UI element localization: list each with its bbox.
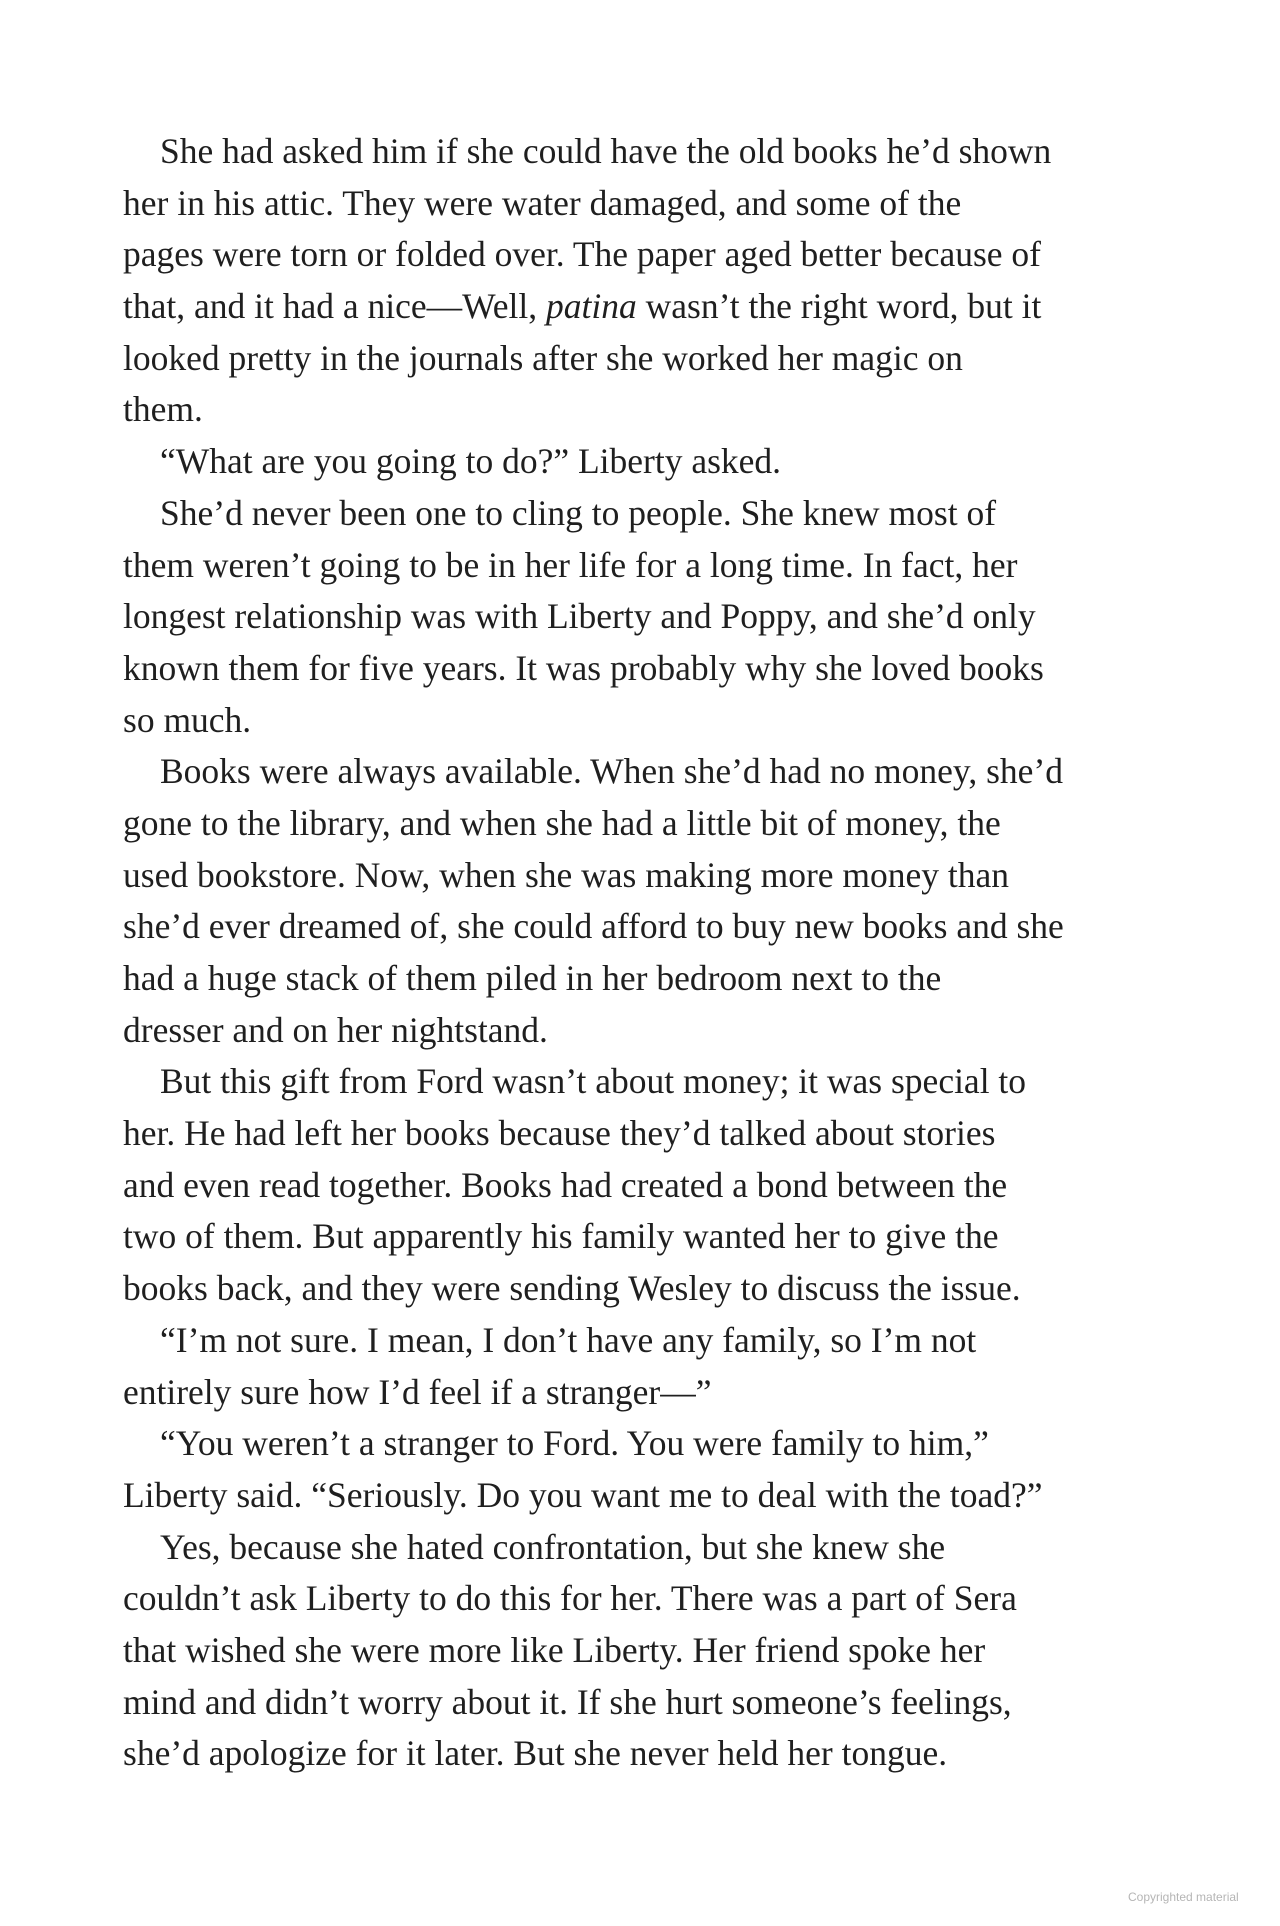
text-line: she’d ever dreamed of, she could afford to buy new books and she xyxy=(123,906,1064,947)
text-line: known them for five years. It was probably why she loved books xyxy=(123,647,1044,688)
text-line: used bookstore. Now, when she was making more money than xyxy=(123,854,1010,895)
paragraph xyxy=(123,126,1223,436)
text-line: Books were always available. When she’d had no money, she’d xyxy=(160,751,1064,792)
text-line: pages were torn or folded over. The paper aged better because of xyxy=(123,234,1041,275)
text-line: dresser and on her nightstand. xyxy=(123,1009,548,1050)
text-line: she’d apologize for it later. But she never held her tongue. xyxy=(123,1733,948,1774)
paragraph xyxy=(123,436,1223,488)
paragraph xyxy=(123,1315,1223,1418)
text-line: She had asked him if she could have the old books he’d shown xyxy=(160,131,1052,171)
copyright-notice: Copyrighted material xyxy=(1128,1890,1239,1904)
text-line: them. xyxy=(123,389,203,430)
text-line: her in his attic. They were water damaged, and some of the xyxy=(123,182,962,223)
text-line: had a huge stack of them piled in her bedroom next to the xyxy=(123,958,942,998)
text-line: gone to the library, and when she had a little bit of money, the xyxy=(123,802,1001,843)
text-line: “You weren’t a stranger to Ford. You were family to him,” xyxy=(160,1423,989,1464)
italic-word: patina xyxy=(546,286,637,327)
text-line: and even read together. Books had created a bond between the xyxy=(123,1164,1008,1205)
text-segment: wasn’t the right word, but it xyxy=(636,286,1042,327)
text-line: Yes, because she hated confrontation, but she knew she xyxy=(160,1526,946,1567)
paragraph xyxy=(123,1418,1223,1521)
body-text xyxy=(123,126,1223,1780)
text-line: longest relationship was with Liberty and Poppy, and she’d only xyxy=(123,596,1036,637)
text-line: But this gift from Ford wasn’t about money; it was special to xyxy=(160,1061,1027,1102)
text-line: couldn’t ask Liberty to do this for her. There was a part of Sera xyxy=(123,1578,1017,1619)
text-line: two of them. But apparently his family wanted her to give the xyxy=(123,1216,999,1257)
text-line: mind and didn’t worry about it. If she hurt someone’s feelings, xyxy=(123,1681,1012,1722)
text-line: Liberty said. “Seriously. Do you want me to deal with the toad?” xyxy=(123,1474,1043,1515)
paragraph xyxy=(123,488,1223,746)
paragraph xyxy=(123,1056,1223,1314)
text-line: entirely sure how I’d feel if a stranger—” xyxy=(123,1371,712,1412)
paragraph xyxy=(123,1522,1223,1780)
text-line: books back, and they were sending Wesley to discuss the issue. xyxy=(123,1268,1021,1309)
text-line: that wished she were more like Liberty. Her friend spoke her xyxy=(123,1629,986,1670)
text-segment: that, and it had a nice—Well, xyxy=(123,286,547,327)
text-line: looked pretty in the journals after she worked her magic on xyxy=(123,337,963,378)
paragraph xyxy=(123,746,1223,1056)
text-line xyxy=(123,281,1223,333)
text-line: them weren’t going to be in her life for a long time. In fact, her xyxy=(123,544,1018,585)
text-line: “I’m not sure. I mean, I don’t have any family, so I’m not xyxy=(160,1319,977,1360)
text-line: She’d never been one to cling to people. She knew most of xyxy=(160,492,997,533)
text-line: “What are you going to do?” Liberty asked. xyxy=(160,441,782,482)
text-line: her. He had left her books because they’d talked about stories xyxy=(123,1113,996,1154)
text-line: so much. xyxy=(123,699,252,740)
